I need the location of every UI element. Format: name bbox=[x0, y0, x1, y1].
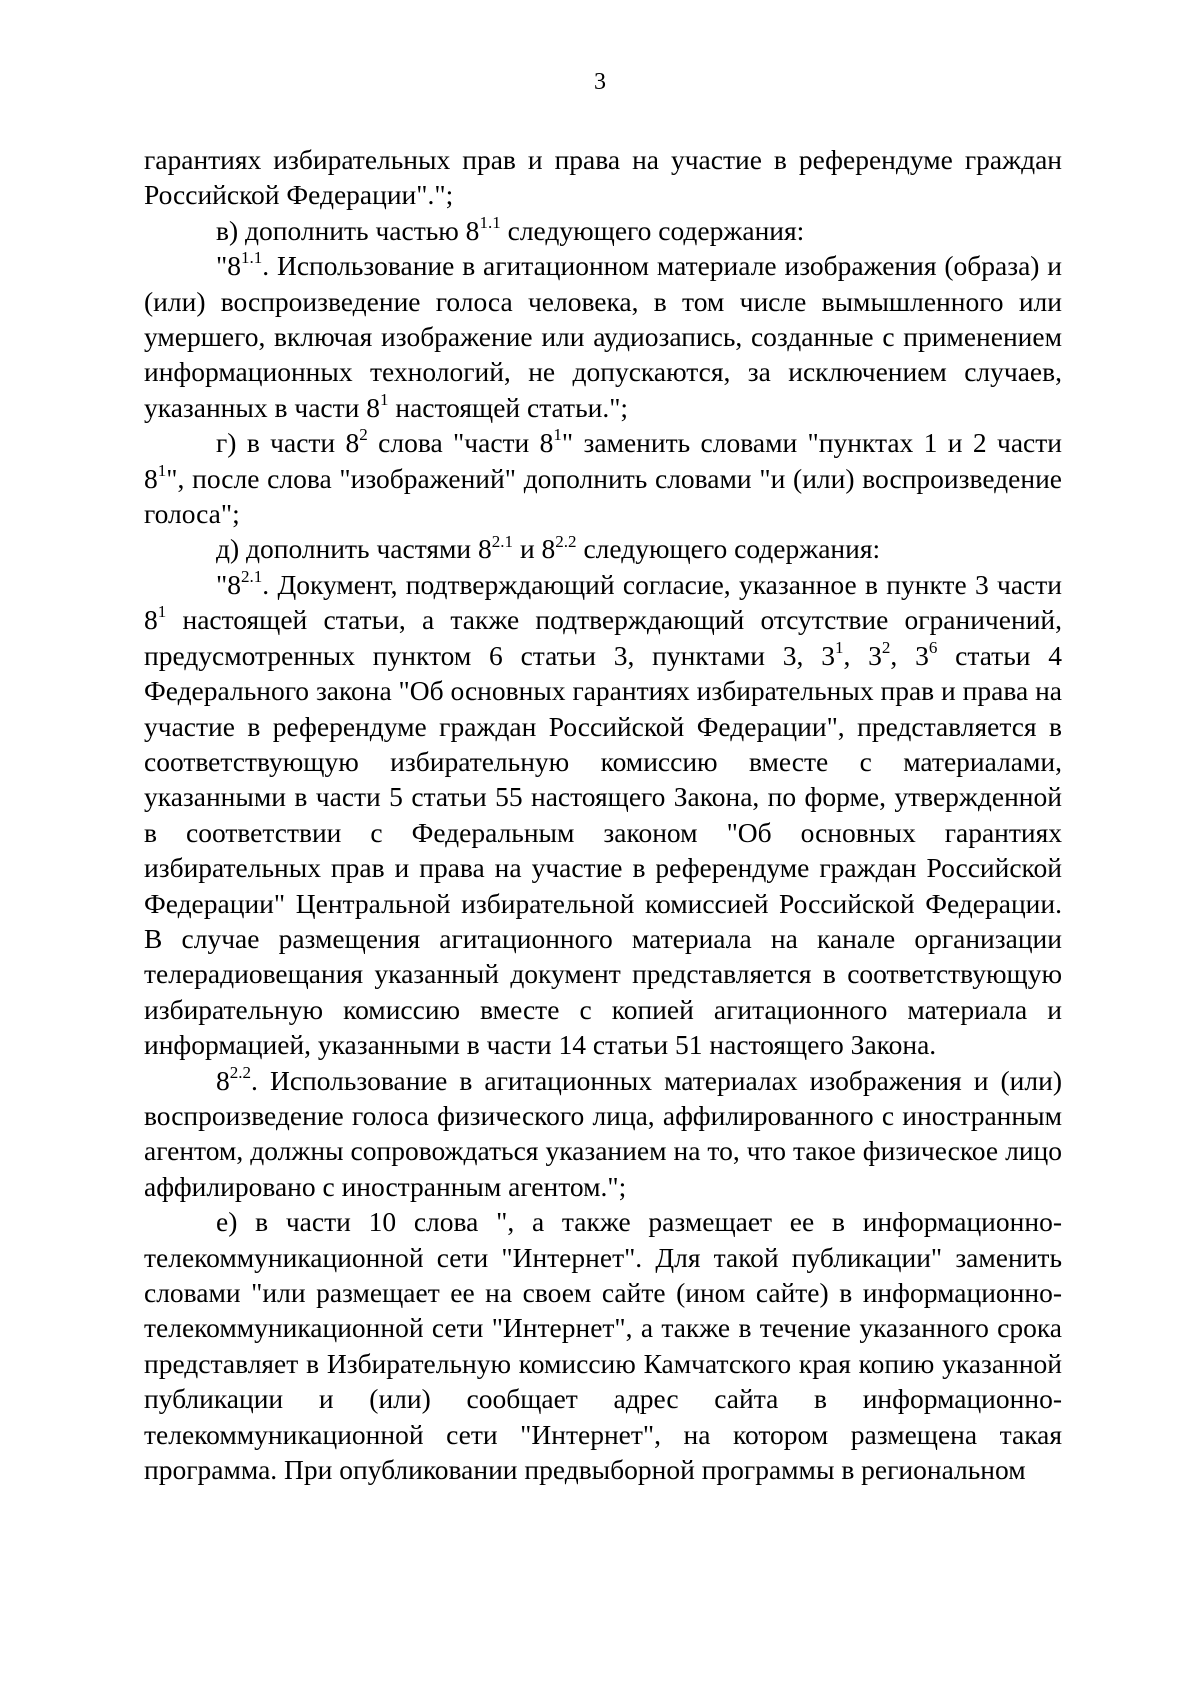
superscript-index: 1 bbox=[834, 637, 844, 657]
superscript-index: 2.2 bbox=[229, 1062, 252, 1082]
paragraph-text: . Документ, подтверждающий согласие, указанное в пункте 3 части 8 bbox=[144, 568, 1062, 636]
paragraph bbox=[144, 213, 1062, 248]
paragraph bbox=[144, 425, 1062, 531]
superscript-index: 1.1 bbox=[479, 212, 501, 232]
superscript-index: 6 bbox=[928, 637, 938, 657]
paragraph-text: ", после слова "изображений" дополнить словами "и (или) воспроизведение голоса"; bbox=[144, 462, 1062, 530]
document-body bbox=[144, 142, 1062, 1487]
paragraph bbox=[144, 142, 1062, 213]
paragraph-text: , 3 bbox=[843, 639, 882, 671]
paragraph-text: е) в части 10 слова ", а также размещает ее в информационно-телекоммуникационной сети "Интернет". Для такой публикации" заменить словами "или размещает ее на своем сайте (ином сайте) в информационно-телекоммуникационной сети "Интернет", а также в течение указанного срока представляет в Избирательную комиссию Камчатского края копию указанной публикации и (или) сообщает адрес сайта в информационно-телекоммуникационной сети "Интернет", на котором размещена такая программа. При опубликовании предвыборной программы в региональном bbox=[144, 1206, 1062, 1486]
superscript-index: 2.2 bbox=[555, 531, 577, 551]
superscript-index: 1 bbox=[553, 425, 562, 445]
superscript-index: 1 bbox=[157, 460, 167, 480]
paragraph-text: следующего содержания: bbox=[576, 533, 881, 565]
paragraph-text: г) в части 8 bbox=[216, 427, 360, 459]
paragraph-text: "8 bbox=[216, 568, 241, 600]
paragraph-text: следующего содержания: bbox=[500, 214, 805, 246]
superscript-index: 1.1 bbox=[240, 248, 263, 268]
superscript-index: 1 bbox=[379, 389, 389, 409]
paragraph-text: гарантиях избирательных прав и права на участие в референдуме граждан Российской Федерации"."; bbox=[144, 144, 1062, 211]
paragraph-text: " заменить словами "пунктах 1 и 2 части 8 bbox=[144, 427, 1062, 494]
paragraph-text: настоящей статьи."; bbox=[388, 391, 629, 423]
superscript-index: 1 bbox=[157, 602, 167, 622]
superscript-index: 2 bbox=[881, 637, 891, 657]
paragraph bbox=[144, 567, 1062, 1063]
superscript-index: 2 bbox=[359, 425, 368, 445]
paragraph-text: статьи 4 Федерального закона "Об основных гарантиях избирательных прав и права на участие в референдуме граждан Российской Федерации", представляется в соответствующую избирательную комиссию вместе с материалами, указанными в части 5 статьи 55 настоящего Закона, по форме, утвержденной в соответствии с Федеральным законом "Об основных гарантиях избирательных прав и права на участие в референдуме граждан Российской Федерации" Центральной избирательной комиссией Российской Федерации. В случае размещения агитационного материала на канале организации телерадиовещания указанный документ представляется в соответствующую избирательную комиссию вместе с копией агитационного материала и информацией, указанными в части 14 статьи 51 настоящего Закона. bbox=[144, 639, 1063, 1061]
paragraph-text: слова "части 8 bbox=[367, 427, 554, 459]
paragraph-text: настоящей статьи, а также подтверждающий отсутствие ограничений, предусмотренных пунктом 6 статьи 3, пунктами 3, 3 bbox=[144, 604, 1062, 671]
paragraph-text: в) дополнить частью 8 bbox=[216, 214, 480, 246]
paragraph-text: , 3 bbox=[890, 639, 929, 671]
paragraph bbox=[144, 531, 1062, 566]
page-number: 3 bbox=[594, 69, 606, 95]
paragraph-text: . Использование в агитационных материалах изображения и (или) воспроизведение голоса физического лица, аффилированного с иностранным агентом, должны сопровождаться указанием на то, что такое физическое лицо аффилировано с иностранным агентом."; bbox=[144, 1064, 1062, 1202]
paragraph bbox=[144, 1204, 1062, 1487]
paragraph-text: . Использование в агитационном материале изображения (образа) и (или) воспроизведение голоса человека, в том числе вымышленного или умершего, включая изображение или аудиозапись, созданные с применением информационных технологий, не допускаются, за исключением случаев, указанных в части 8 bbox=[144, 250, 1062, 423]
superscript-index: 2.1 bbox=[491, 531, 514, 551]
superscript-index: 2.1 bbox=[240, 567, 263, 587]
paragraph bbox=[144, 248, 1062, 425]
paragraph bbox=[144, 1063, 1062, 1205]
paragraph-text: 8 bbox=[216, 1064, 230, 1096]
paragraph-text: и 8 bbox=[513, 533, 556, 565]
paragraph-text: "8 bbox=[216, 250, 241, 282]
paragraph-text: д) дополнить частями 8 bbox=[216, 533, 492, 565]
